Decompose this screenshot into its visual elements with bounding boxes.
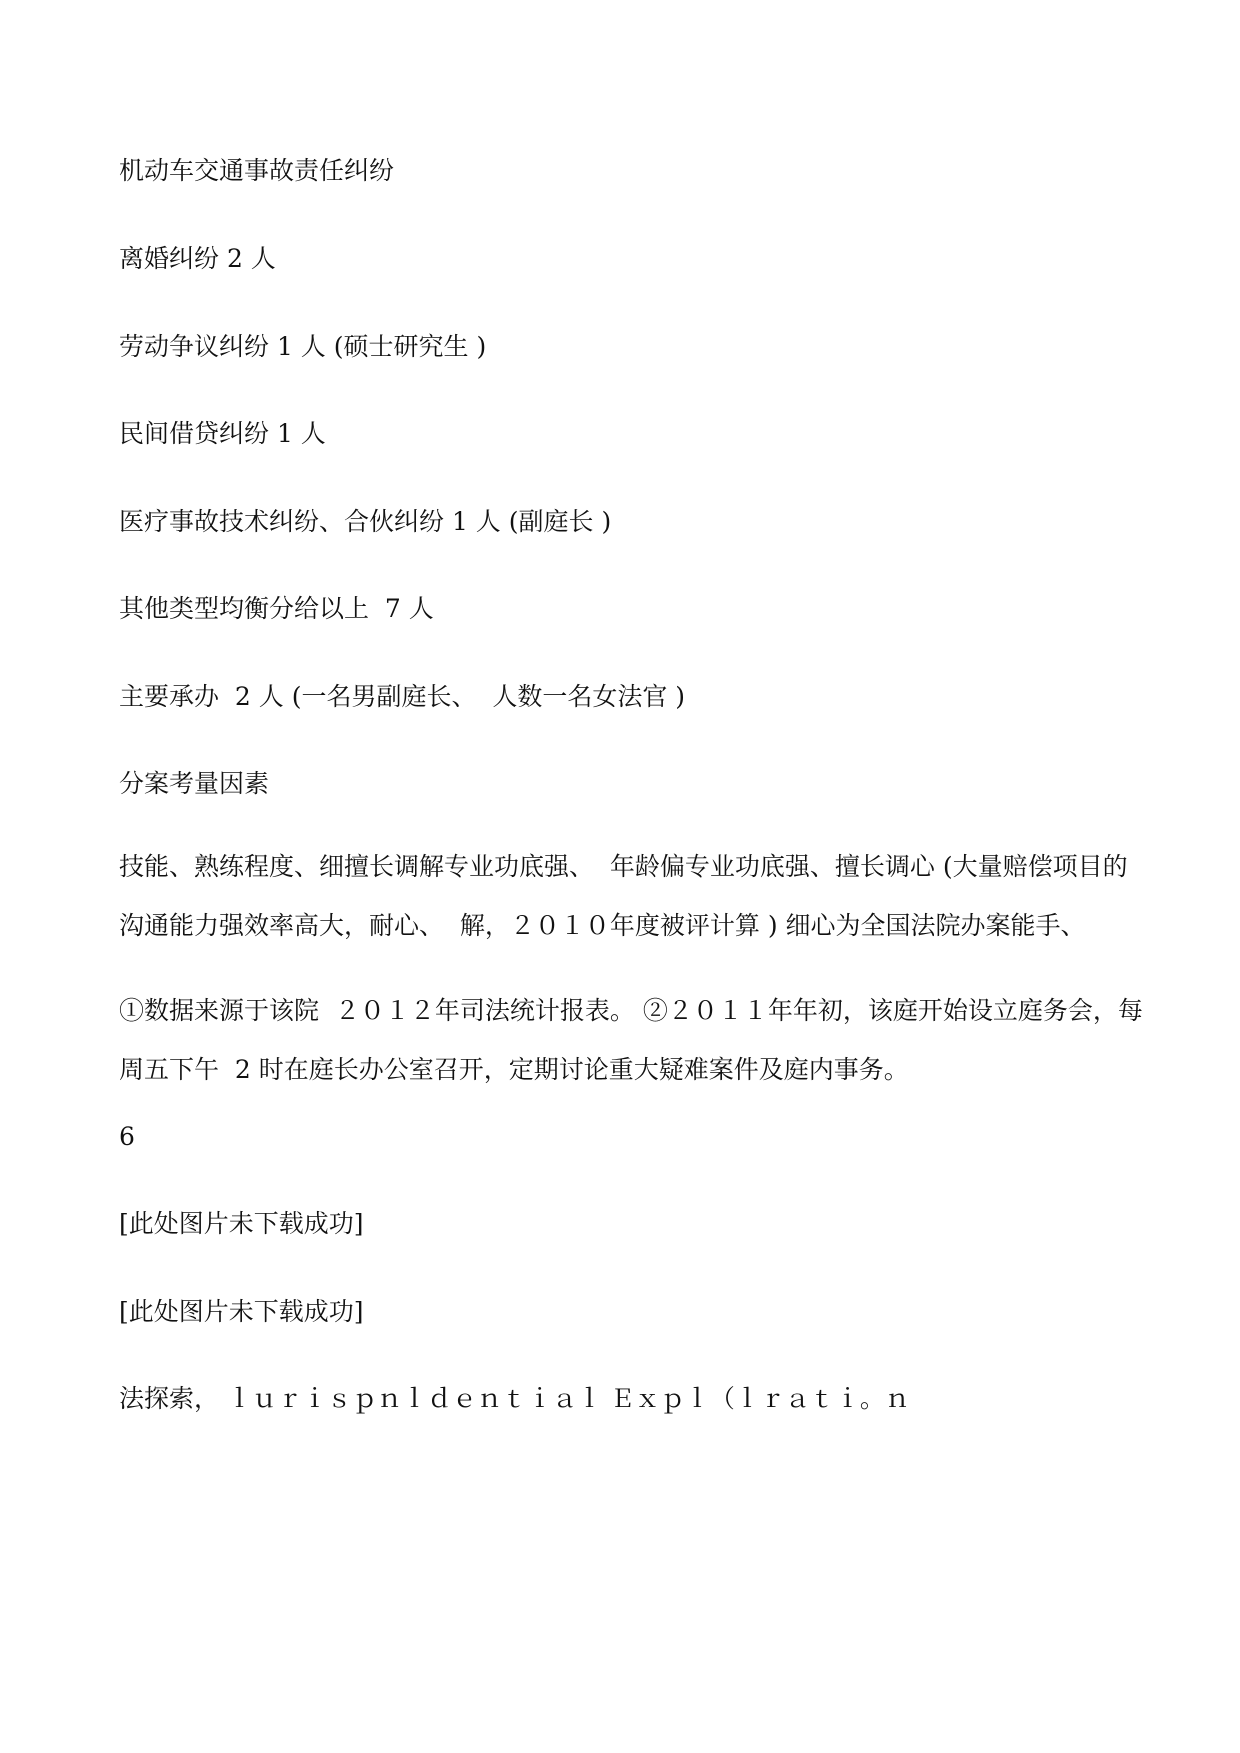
image-placeholder: [此处图片未下载成功]: [119, 1209, 364, 1238]
footnote-line-1: ①数据来源于该院 ２０１２年司法统计报表。 ②２０１１年年初，该庭开始设立庭务会，每: [119, 996, 1143, 1025]
text-line-divorce: 离婚纠纷 2 人: [119, 244, 276, 273]
footnote-paragraph: [119, 981, 1143, 1099]
text-line-medical-partnership: 医疗事故技术纠纷、合伙纠纷 1 人 (副庭长 ): [119, 507, 612, 536]
text-line-main-handlers: 主要承办 2 人 (一名男副庭长、 人数一名女法官 ): [119, 682, 686, 711]
text-line-private-lending: 民间借贷纠纷 1 人: [119, 419, 326, 448]
factors-line-1: 技能、熟练程度、细擅长调解专业功底强、 年龄偏专业功底强、擅长调心 (大量赔偿项目的: [119, 852, 1128, 881]
page-number: 6: [119, 1122, 135, 1151]
text-line-traffic-accident: 机动车交通事故责任纠纷: [119, 156, 395, 185]
text-line-other-types: 其他类型均衡分给以上 7 人: [119, 594, 434, 623]
factors-paragraph: [119, 837, 1129, 955]
footnote-line-2: 周五下午 2 时在庭长办公室召开，定期讨论重大疑难案件及庭内事务。: [119, 1055, 909, 1084]
journal-footer: 法探索， ｌｕｒｉｓｐｎｌｄｅｎｔｉａｌ Ｅｘｐｌ（ｌｒａｔｉ。ｎ: [119, 1384, 910, 1413]
section-heading-factors: 分案考量因素: [119, 769, 270, 798]
image-placeholder: [此处图片未下载成功]: [119, 1297, 364, 1326]
text-line-labor-dispute: 劳动争议纠纷 1 人 (硕士研究生 ): [119, 332, 487, 361]
factors-line-2: 沟通能力强效率高大，耐心、 解，２０１０年度被评计算 ) 细心为全国法院办案能手、: [119, 911, 1086, 940]
